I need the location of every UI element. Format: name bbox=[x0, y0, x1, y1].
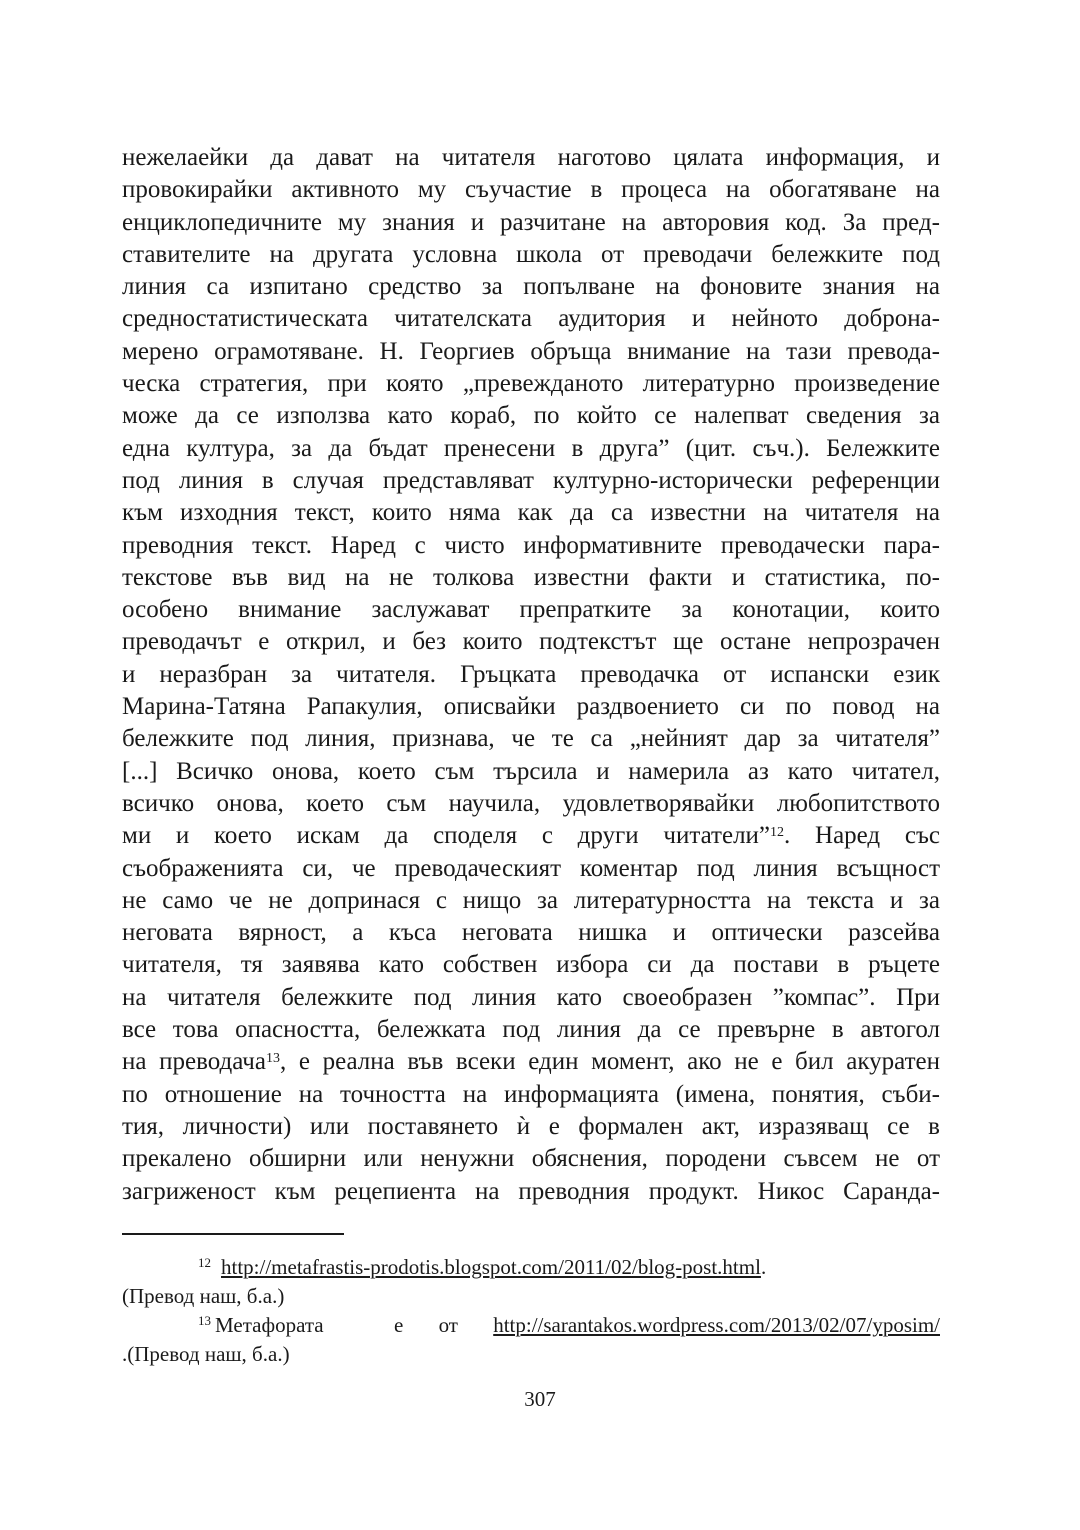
footnote-13-continuation: .(Превод наш, б.а.) bbox=[122, 1342, 290, 1366]
body-line: текстове във вид на не толкова известни факти и статистика, по- bbox=[122, 563, 940, 591]
body-line: бележките под линия, признава, че те са „нейният дар за читателя” bbox=[122, 725, 940, 753]
body-line: все това опасността, бележката под линия да се превърне в автогол bbox=[122, 1016, 940, 1044]
body-line: мерено ограмотяване. Н. Георгиев обръща внимание на тази превода- bbox=[122, 337, 940, 365]
body-line: енциклопедичните му знания и разчитане на авторовия код. За пред- bbox=[122, 208, 940, 236]
body-line-text: . Наред със bbox=[784, 822, 940, 850]
footnotes bbox=[122, 1253, 940, 1369]
body-text bbox=[122, 142, 940, 1208]
body-line: ставителите на другата условна школа от преводачи бележките под bbox=[122, 240, 940, 268]
body-line: на читателя бележките под линия като своеобразен ”компас”. При bbox=[122, 983, 940, 1011]
body-line: тия, личности) или поставянето ѝ е формален акт, изразяващ се в bbox=[122, 1112, 940, 1140]
body-line: една култура, за да бъдат пренесени в друга” (цит. съч.). Бележките bbox=[122, 434, 940, 462]
footnote-ref-12[interactable]: 12 bbox=[770, 824, 785, 840]
footnote-separator bbox=[122, 1233, 344, 1235]
body-line: средностатистическата читателската аудитория и нейното доброна- bbox=[122, 305, 940, 333]
body-line-text: на преводача bbox=[122, 1048, 266, 1076]
body-line: неговата вярност, а къса неговата нишка и оптически разсейва bbox=[122, 919, 940, 947]
body-line: съображенията си, че преводаческият коментар под линия всъщност bbox=[122, 854, 940, 882]
body-line: под линия в случая представляват културно-исторически референции bbox=[122, 466, 940, 494]
body-line: преводния текст. Наред с чисто информативните преводачески пара- bbox=[122, 531, 940, 559]
body-line: особено внимание заслужават препратките за конотации, които bbox=[122, 596, 940, 624]
body-line: [...] Всичко онова, което съм търсила и намерила аз като читател, bbox=[122, 757, 940, 785]
body-line-with-footnote-ref bbox=[122, 1046, 940, 1078]
body-line: провокирайки активното му съучастие в процеса на обогатяване на bbox=[122, 176, 940, 204]
body-line: по отношение на точността на информацията (имена, понятия, съби- bbox=[122, 1080, 940, 1108]
footnote-link[interactable]: http://sarantakos.wordpress.com/2013/02/07/yposim/ bbox=[493, 1313, 940, 1337]
body-line: нежелаейки да дават на читателя наготово цялата информация, и bbox=[122, 144, 940, 171]
body-line: към изходния текст, които няма как да са известни на читателя на bbox=[122, 499, 940, 527]
body-line: ческа стратегия, при която „превежданото литературно произведение bbox=[122, 370, 940, 398]
body-line: прекалено обширни или ненужни обяснения, породени съвсем не от bbox=[122, 1145, 940, 1173]
body-line: всичко онова, което съм научила, удовлетворявайки любопитството bbox=[122, 789, 940, 817]
body-line-text: ми и което искам да споделя с други читатели” bbox=[122, 822, 771, 850]
body-line: може да се използва като кораб, по който се налепват сведения за bbox=[122, 402, 940, 430]
body-line: и неразбран за читателя. Гръцката преводачка от испански език bbox=[122, 660, 940, 688]
footnote-lead: Метафората е от bbox=[215, 1313, 494, 1337]
body-line: загриженост към рецепиента на преводния продукт. Никос Саранда- bbox=[122, 1177, 940, 1205]
footnote-ref-13[interactable]: 13 bbox=[265, 1050, 280, 1066]
body-line-with-footnote-ref bbox=[122, 820, 940, 852]
footnote-number: 12 bbox=[198, 1255, 211, 1270]
body-line: преводачът е открил, и без които подтекстът ще остане непрозрачен bbox=[122, 628, 940, 656]
page-number: 307 bbox=[524, 1387, 556, 1411]
body-line-text: , е реална във всеки един момент, ако не е бил акуратен bbox=[279, 1048, 940, 1076]
footnote-trail: . bbox=[760, 1255, 767, 1279]
footnote-12-continuation: (Превод наш, б.а.) bbox=[122, 1284, 285, 1308]
footnote-number: 13 bbox=[198, 1313, 211, 1328]
body-line: линия са изпитано средство за попълване на фоновите знания на bbox=[122, 273, 940, 301]
body-line: не само че не допринася с нищо за литературността на текста и за bbox=[122, 886, 940, 914]
body-line: Марина-Татяна Рапакулия, описвайки раздвоението си по повод на bbox=[122, 693, 940, 721]
body-line: читателя, тя заявява като собствен избора си да постави в ръцете bbox=[122, 951, 940, 979]
footnote-link[interactable]: http://metafrastis-prodotis.blogspot.com/2011/02/blog-post.html bbox=[221, 1255, 761, 1279]
footnote-12 bbox=[122, 1253, 940, 1282]
footnote-13 bbox=[122, 1311, 940, 1340]
